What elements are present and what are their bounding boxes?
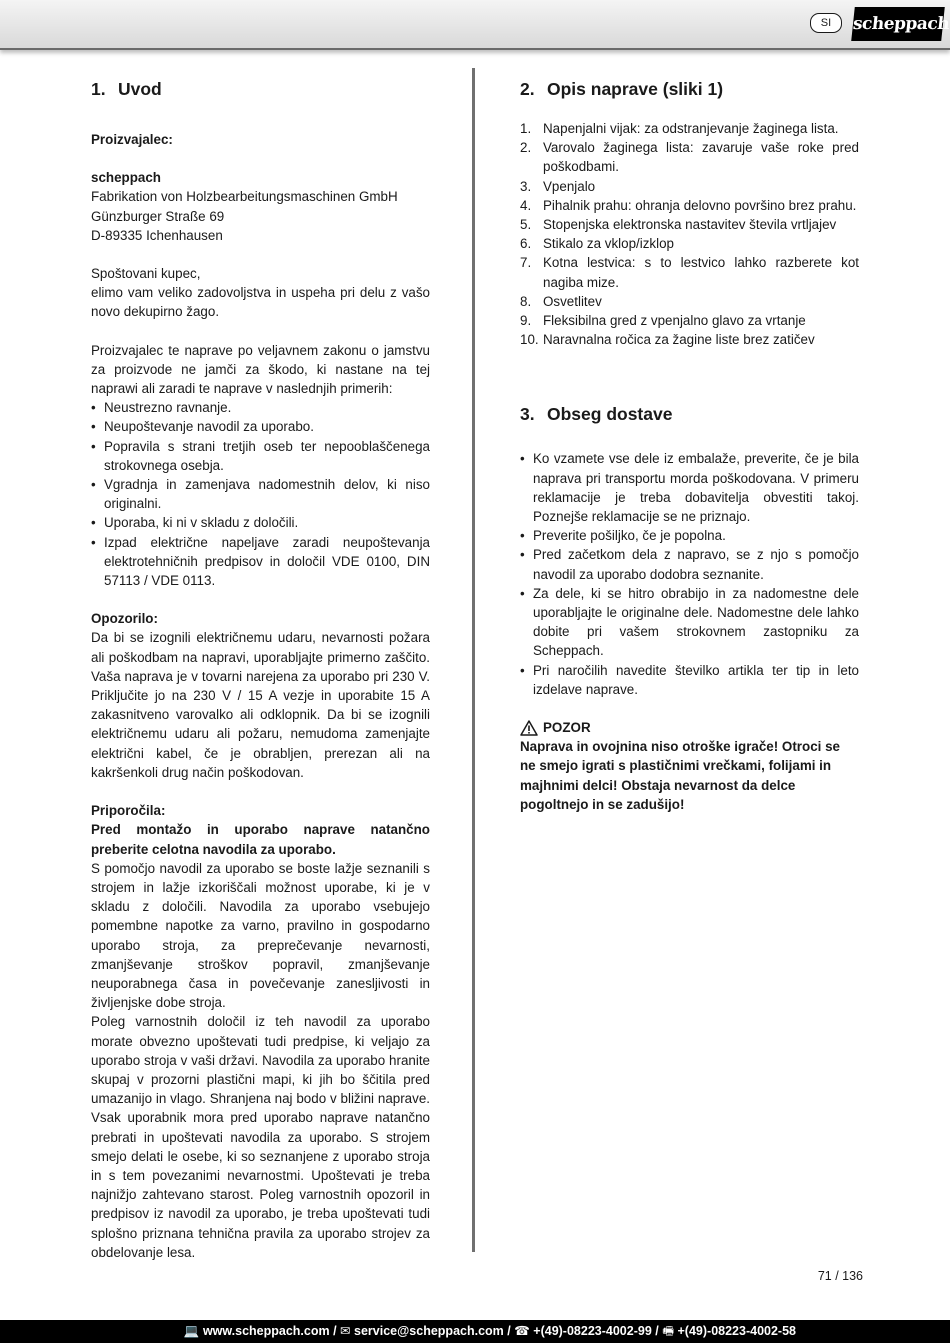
list-item: • Pred začetkom dela z napravo, se z njo s pomočjo navodil za uporabo dodobra seznanite. [520,545,859,583]
footer-contact [184,1320,796,1343]
section-1-number: 1. [91,79,106,99]
list-item: 9. Fleksibilna gred z vpenjalno glavo za vrtanje [520,313,806,329]
warning-triangle-icon [520,720,538,736]
language-badge: SI [810,13,842,33]
address-line: Fabrikation von Holzbearbeitungsmaschinen GmbH [91,189,398,205]
list-item: 5. Stopenjska elektronska nastavitev števila vrtljajev [520,217,837,233]
list-item: • Za dele, ki se hitro obrabijo in za nadomestne dele uporabljajte le originalne dele. Nadomestne dele lahko dobite pri vašem strokovnem zastopniku za Scheppach. [520,584,859,661]
right-column [520,78,859,814]
recommendations-heading: Priporočila: [91,803,166,819]
list-item: 3. Vpenjalo [520,178,596,194]
recommendations-text-2: Poleg varnostnih določil iz teh navodil za uporabo morate obvezno upoštevati tudi predpise, ki veljajo za uporabo stroja v vaši državi. Navodila za uporabo hranite skupaj v prozorni plastični mapi, ki jih bo ščitila pred umazanijo in vlago. Shranjena naj bodo v bližini naprave. Vsak uporabnik mora pred uporabo naprave natančno prebrati in upoštevati navodila za uporabo. S strojem smejo delati le osebe, ki so seznanjene z uporabo stroja in s tem povezanimi nevarnostmi. Upoštevati je treba najnižjo zahtevano starost. Poleg varnostnih opozoril in predpisov iz navodil za uporabo, je treba upoštevati tudi splošno priznana tehnična pravila za uporabo strojev za obdelovanje lesa. [91,1014,430,1260]
envelope-icon: ✉ [340,1324,351,1338]
list-item: • Uporaba, ki ni v skladu z določili. [91,513,430,532]
greeting-text: elimo vam veliko zadovoljstva in uspeha pri delu z vašo novo dekupirno žago. [91,285,430,320]
computer-icon: 💻 [183,1324,200,1338]
section-1-title: Uvod [118,79,162,99]
header-band [0,0,950,50]
list-item: • Neupoštevanje navodil za uporabo. [91,417,430,436]
section-2-title: Opis naprave (sliki 1) [547,79,724,99]
address-line: D-89335 Ichenhausen [91,227,223,243]
section-2-heading [520,78,859,100]
parts-list [520,119,859,349]
scheppach-logo: scheppach [851,7,945,41]
list-item: 10. Naravnalna ročica za žagine liste brez zatičev [520,332,815,348]
recommendations-bold: Pred montažo in uporabo naprave natančno preberite celotna navodila za uporabo. [91,822,430,857]
list-item: 7. Kotna lestvica: s to lestvico lahko razberete kot nagiba mize. [520,255,859,290]
liability-list [91,398,430,590]
caution-text: Naprava in ovojnina niso otroške igrače! Otroci se ne smejo igrati s plastičnimi vrečkami, folijami in majhnimi delci! Obstaja nevarnost da delce pogoltnejo in se zadušijo! [520,739,840,812]
footer-fax: +(49)-08223-4002-58 [677,1324,796,1338]
section-1-heading [91,78,430,100]
section-2-number: 2. [520,79,535,99]
recommendations-text-1: S pomočjo navodil za uporabo se boste lažje seznanili s strojem in lažje izkoriščali možnost uporabe, ki je v skladu z določili. Navodila za uporabo vsebujejo pomembne napotke za varno, pravilno in gospodarno uporabo stroja, za preprečevanje nevarnosti, zmanjševanje stroškov popravil, zmanjševanje neuporabnega časa in povečevanje zanesljivosti in življenjske dobe stroja. [91,860,430,1011]
footer-bar [0,1320,950,1343]
list-item: • Ko vzamete vse dele iz embalaže, preverite, če je bila naprava pri transportu morda poškodovana. V primeru reklamacije je treba dobavitelja obvestiti takoj. Poznejše reklamacije se ne priznajo. [520,449,859,526]
list-item: • Preverite pošiljko, če je popolna. [520,526,859,545]
footer-email[interactable]: service@scheppach.com / [354,1324,511,1338]
list-item: • Pri naročilih navedite številko artikla ter tip in leto izdelave naprave. [520,661,859,699]
section-3-heading [520,403,859,425]
caution-heading [520,718,859,737]
list-item: 4. Pihalnik prahu: ohranja delovno površino brez prahu. [520,197,857,213]
column-divider [472,68,475,1252]
list-item: • Popravila s strani tretjih oseb ter nepooblaščenega strokovnega osebja. [91,437,430,475]
footer-website[interactable]: www.scheppach.com / [202,1324,337,1338]
greeting: Spoštovani kupec, [91,266,201,282]
list-item: 8. Osvetlitev [520,293,602,309]
section-3-title: Obseg dostave [547,404,673,425]
phone-icon: ☎ [514,1324,530,1338]
page-number: 71 / 136 [817,1269,863,1283]
liability-text: Proizvajalec te naprave po veljavnem zakonu o jamstvu za proizvode ne jamči za škodo, ki nastane na tej naprawi ali zaradi te naprave v naslednjih primerih: [91,342,430,397]
address-line: Günzburger Straße 69 [91,208,225,224]
list-item: • Izpad električne napeljave zaradi neupoštevanja elektrotehničnih predpisov in določil VDE 0100, DIN 57113 / VDE 0113. [91,533,430,591]
list-item: • Neustrezno ravnanje. [91,398,430,417]
warning-heading: Opozorilo: [91,611,158,627]
caution-title: POZOR [543,720,591,736]
list-item: 6. Stikalo za vklop/izklop [520,236,674,252]
delivery-list [520,449,859,699]
section-3-number: 3. [520,404,535,425]
list-item: 2. Varovalo žaginega lista: zavaruje vaše roke pred poškodbami. [520,140,859,175]
list-item: • Vgradnja in zamenjava nadomestnih delov, ki niso originalni. [91,475,430,513]
manufacturer-heading: Proizvajalec: [91,132,173,147]
left-column [91,78,430,1262]
warning-text: Da bi se izognili električnemu udaru, nevarnosti požara ali poškodbam na napravi, uporabljajte primerno zaščito. Vaša naprava je v tovarni narejena za uporabo pri 230 V. Priključite jo na 230 V / 15 A vezje in uporabite 15 A zakasnitveno varovalko ali odklopnik. Da bi se izognili električnemu udaru ali požaru, nemudoma zamenjajte električni kabel, če je obrabljen, prerezan ali na kakršenkoli drug način poškodovan. [91,630,430,780]
company-name: scheppach [91,170,161,186]
list-item: 1. Napenjalni vijak: za odstranjevanje žaginega lista. [520,121,839,136]
footer-phone: +(49)-08223-4002-99 / [533,1324,659,1338]
fax-icon: 🖷 [662,1324,675,1338]
